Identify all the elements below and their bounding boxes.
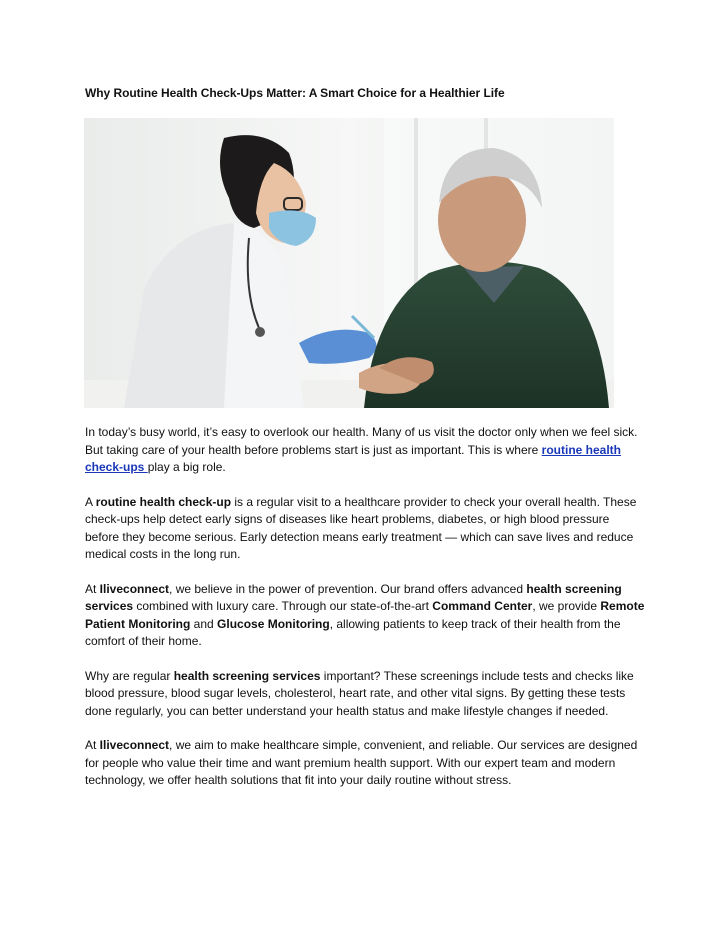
text-run: , we aim to make healthcare simple, convenient, and reliable. Our services are designed for people who value their time and want premium health support. With our expert team and modern technology, we offer health solutions that fit into your daily routine without stress.: [85, 738, 638, 787]
bold-term: Iliveconnect: [99, 738, 170, 752]
bold-term: Iliveconnect: [99, 581, 170, 596]
text-run: , we believe in the power of prevention. Our brand offers advanced: [169, 581, 527, 596]
bold-term: health screening services: [173, 668, 321, 683]
paragraph-brand-aim: [85, 737, 645, 790]
text-run: A: [85, 494, 96, 509]
text-run: and: [190, 616, 218, 631]
paragraph-intro: [85, 424, 645, 477]
paragraph-screening-importance: [85, 668, 645, 721]
text-run: Why are regular: [85, 668, 174, 683]
text-run: play a big role.: [147, 460, 226, 474]
bold-term: routine health check-up: [95, 494, 232, 509]
paragraph-brand-services: [85, 581, 645, 651]
bold-term: Command Center: [432, 599, 533, 613]
text-run: combined with luxury care. Through our state-of-the-art: [133, 599, 433, 613]
text-run: , allowing patients to keep track of their health from the comfort of their home.: [85, 616, 621, 648]
text-run: , we provide: [532, 599, 601, 613]
article-body: [85, 424, 645, 807]
routine-health-check-ups-link[interactable]: routine health check-ups: [85, 442, 621, 474]
photo-illustration: [84, 118, 614, 408]
text-run: is a regular visit to a healthcare provider to check your overall health. These check-ups help detect early signs of diseases like heart problems, diabetes, or high blood pressure before they become serious. Early detection means early treatment — which can save lives and reduce medical costs in the long run.: [85, 494, 637, 561]
text-run: At: [85, 581, 100, 596]
text-run: At: [85, 738, 100, 752]
paragraph-definition: [85, 494, 645, 564]
bold-term: health screening services: [85, 581, 622, 613]
page-title: Why Routine Health Check-Ups Matter: A Smart Choice for a Healthier Life: [85, 86, 505, 100]
text-run: important? These screenings include tests and checks like blood pressure, blood sugar levels, cholesterol, heart rate, and other vital signs. By getting these tests done regularly, you can better understand your health status and make lifestyle changes if needed.: [85, 668, 634, 718]
bold-term: Remote Patient Monitoring: [85, 599, 645, 631]
doctor-patient-photo: [84, 118, 614, 408]
text-run: In today’s busy world, it’s easy to overlook our health. Many of us visit the doctor only when we feel sick. But taking care of your health before problems start is just as important. This is where: [85, 425, 638, 457]
bold-term: Glucose Monitoring: [217, 616, 330, 631]
